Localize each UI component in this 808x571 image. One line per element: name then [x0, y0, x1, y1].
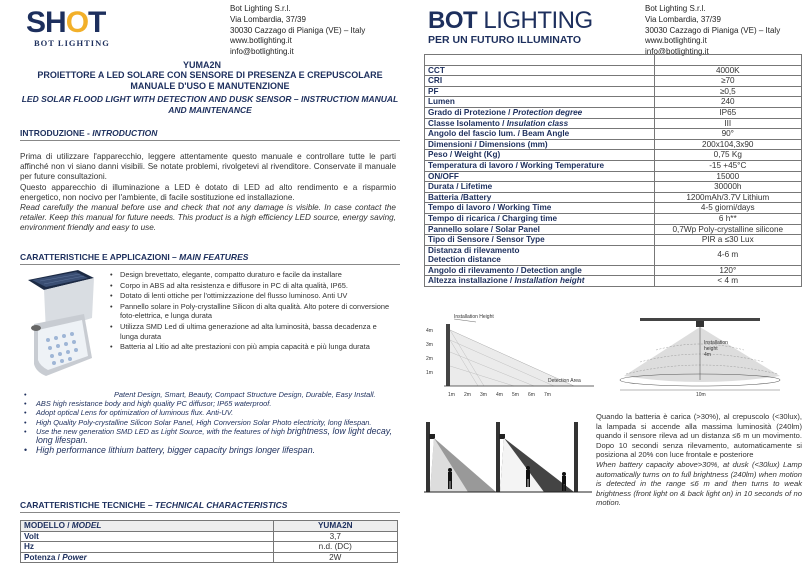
svg-text:1m: 1m [448, 392, 455, 398]
list-item: • Patent Design, Smart, Beauty, Compact Structure Design, Durable, Easy Install. [22, 390, 398, 399]
table-row: Altezza installazione / Installation height < 4 m [425, 276, 802, 287]
table-row [425, 55, 802, 66]
title-italian: PROIETTORE A LED SOLARE CON SENSORE DI PRESENZA E CREPUSCOLARE MANUALE D'USO E MANUTENZIONE [37, 70, 383, 91]
table-row: Peso / Weight (Kg) 0,75 Kg [425, 150, 802, 161]
table-row: Classe Isolamento / Insulation class III [425, 118, 802, 129]
right-page [404, 0, 808, 571]
table-row: Angolo di rilevamento / Detection angle 120° [425, 265, 802, 276]
table-row: Tipo di Sensore / Sensor Type PIR a ≤30 Lux [425, 235, 802, 246]
company-address: Bot Lighting S.r.l. Via Lombardia, 37/39 30030 Cazzago di Pianiga (VE) – Italy www.botlighting.it info@botlighting.it [645, 4, 781, 57]
solar-lamp-image [22, 268, 102, 384]
table-row: CRI ≥70 [425, 76, 802, 87]
table-row: Lumen 240 [425, 97, 802, 108]
list-item: • High Quality Poly-crystalline Silicon Solar Panel, High Conversion Solar Photo electricity, long lifespan. [22, 418, 398, 427]
table-row: Volt 3,7 [21, 531, 398, 542]
table-row: Dimensioni / Dimensions (mm) 200x104,3x90 [425, 139, 802, 150]
table-row: MODELLO / MODEL YUMA2N [21, 521, 398, 532]
svg-text:7m: 7m [544, 392, 551, 398]
table-row: Durata / Lifetime 30000h [425, 182, 802, 193]
list-item: • Corpo in ABS ad alta resistenza e diffusore in PC di alta qualità, IP65. [108, 281, 396, 291]
divider [20, 140, 400, 141]
bot-lighting-logo: BOT LIGHTING PER UN FUTURO ILLUMINATO [428, 7, 593, 46]
features-heading: CARATTERISTICHE E APPLICAZIONI – MAIN FEATURES [20, 252, 249, 262]
table-row: Grado di Protezione / Protection degree IP65 [425, 107, 802, 118]
svg-text:Detection Area: Detection Area [548, 378, 581, 384]
table-row: Pannello solare / Solar Panel 0,7Wp Poly-crystalline silicone [425, 224, 802, 235]
company-address: Bot Lighting S.r.l. Via Lombardia, 37/39 30030 Cazzago di Pianiga (VE) – Italy www.botlighting.it info@botlighting.it [230, 4, 366, 57]
shot-logo: SHOT BOT LIGHTING [26, 6, 110, 48]
table-row: CCT 4000K [425, 65, 802, 76]
table-row: Potenza / Power 2W [21, 552, 398, 563]
table-row: Temperatura di lavoro / Working Temperature -15 +45°C [425, 160, 802, 171]
features-list-italian [108, 270, 396, 353]
list-item: • ABS high resistance body and high quality PC diffusor; IP65 waterproof. [22, 399, 398, 408]
list-item: • Adopt optical Lens for optimization of luminous flux. Anti-UV. [22, 408, 398, 417]
svg-text:2m: 2m [464, 392, 471, 398]
svg-text:Installation: Installation [704, 340, 728, 346]
svg-text:2m: 2m [426, 356, 433, 362]
divider [20, 264, 400, 265]
title-english: LED SOLAR FLOOD LIGHT WITH DETECTION AND DUSK SENSOR – INSTRUCTION MANUAL AND MAINTENANCE [21, 94, 399, 115]
model-title: YUMA2N [182, 60, 221, 70]
svg-text:4m: 4m [426, 328, 433, 334]
svg-text:Installation Height: Installation Height [454, 314, 494, 320]
svg-text:4m: 4m [496, 392, 503, 398]
function-description: Quando la batteria è carica (>30%), al crepuscolo (<30lux), la lampada si accende alla massima luminosità (240lm) quando il sensore rileva ad un distanza ≤6 m un movimento. Dopo 10 secondi senza rilevamento, automaticamente si posiziona al 20% con luce frontale e posteriore When battery capacity above>30%, at dusk (<30lux) Lamp automatically turns on to full brightness (240lm) when motion is detected in the range ≤6 m and then turns to weak brightness (front light on & back light on) in 10 seconds of no motion. [596, 412, 802, 508]
table-row: Distanza di rilevamento Detection distance 4-6 m [425, 245, 802, 265]
svg-text:4m: 4m [704, 352, 711, 358]
features-list-english [22, 390, 398, 456]
svg-text:3m: 3m [480, 392, 487, 398]
list-item: • Utilizza SMD Led di ultima generazione ad alta luminosità, bassa decadenza e lunga durata [108, 322, 396, 341]
table-row: Angolo del fascio lum. / Beam Angle 90° [425, 129, 802, 140]
svg-text:1m: 1m [426, 370, 433, 376]
table-row: Batteria /Battery 1200mAh/3.7V Lithium [425, 192, 802, 203]
svg-text:6m: 6m [528, 392, 535, 398]
detection-height-diagram [424, 310, 596, 406]
detection-angle-diagram [604, 310, 802, 406]
spec-table-right [424, 54, 802, 287]
divider [20, 512, 400, 513]
table-row: Hz n.d. (DC) [21, 542, 398, 553]
list-item: • High performance lithium battery, bigger capacity brings longer lifespan. [22, 445, 398, 455]
list-item: • Pannello solare in Poly-crystalline Silicon di alta qualità. Alto potere di conversione foto-elettrica, e lunga durata [108, 302, 396, 321]
list-item: • Design brevettato, elegante, compatto duraturo e facile da installare [108, 270, 396, 280]
svg-text:height: height [704, 346, 718, 352]
list-item: • Use the new generation SMD LED as Light Source, with the features of high brightness, low light decay, long lifespan. [22, 427, 398, 445]
intro-text: Prima di utilizzare l'apparecchio, leggere attentamente questo manuale e controllare tutte le parti affinché non vi siano danni visibili. Se notate problemi, rivolgetevi al rivenditore. Conservate il manuale per future consultazioni. Questo apparecchio di illuminazione a LED è dotato di LED ad alto rendimento e a risparmio energetico, non nocivo per l'ambiente, di facile sostituzione ed installazione. Read carefully the manual before use and check that not any damage is visible. In case contact the retailer. Keep this manual for future needs. This product is a high efficiency LED source, energy saving, environment friendly and easy to use. [20, 152, 396, 233]
table-row: PF ≥0,5 [425, 86, 802, 97]
tech-heading: CARATTERISTICHE TECNICHE – TECHNICAL CHARACTERISTICS [20, 500, 288, 510]
table-row: ON/OFF 15000 [425, 171, 802, 182]
spec-table-left [20, 520, 398, 563]
list-item: • Dotato di lenti ottiche per l'ottimizzazione del flusso luminoso. Anti UV [108, 291, 396, 301]
list-item: • Batteria al Litio ad alte prestazioni con più ampia capacità e più lunga durata [108, 342, 396, 352]
svg-text:3m: 3m [426, 342, 433, 348]
night-scene-illustration [424, 414, 592, 498]
table-row: Tempo di ricarica / Charging time 6 h** [425, 213, 802, 224]
svg-text:10m: 10m [696, 392, 706, 398]
intro-heading: INTRODUZIONE - INTRODUCTION [20, 128, 158, 138]
svg-text:5m: 5m [512, 392, 519, 398]
table-row: Tempo di lavoro / Working Time 4-5 giorni/days [425, 203, 802, 214]
